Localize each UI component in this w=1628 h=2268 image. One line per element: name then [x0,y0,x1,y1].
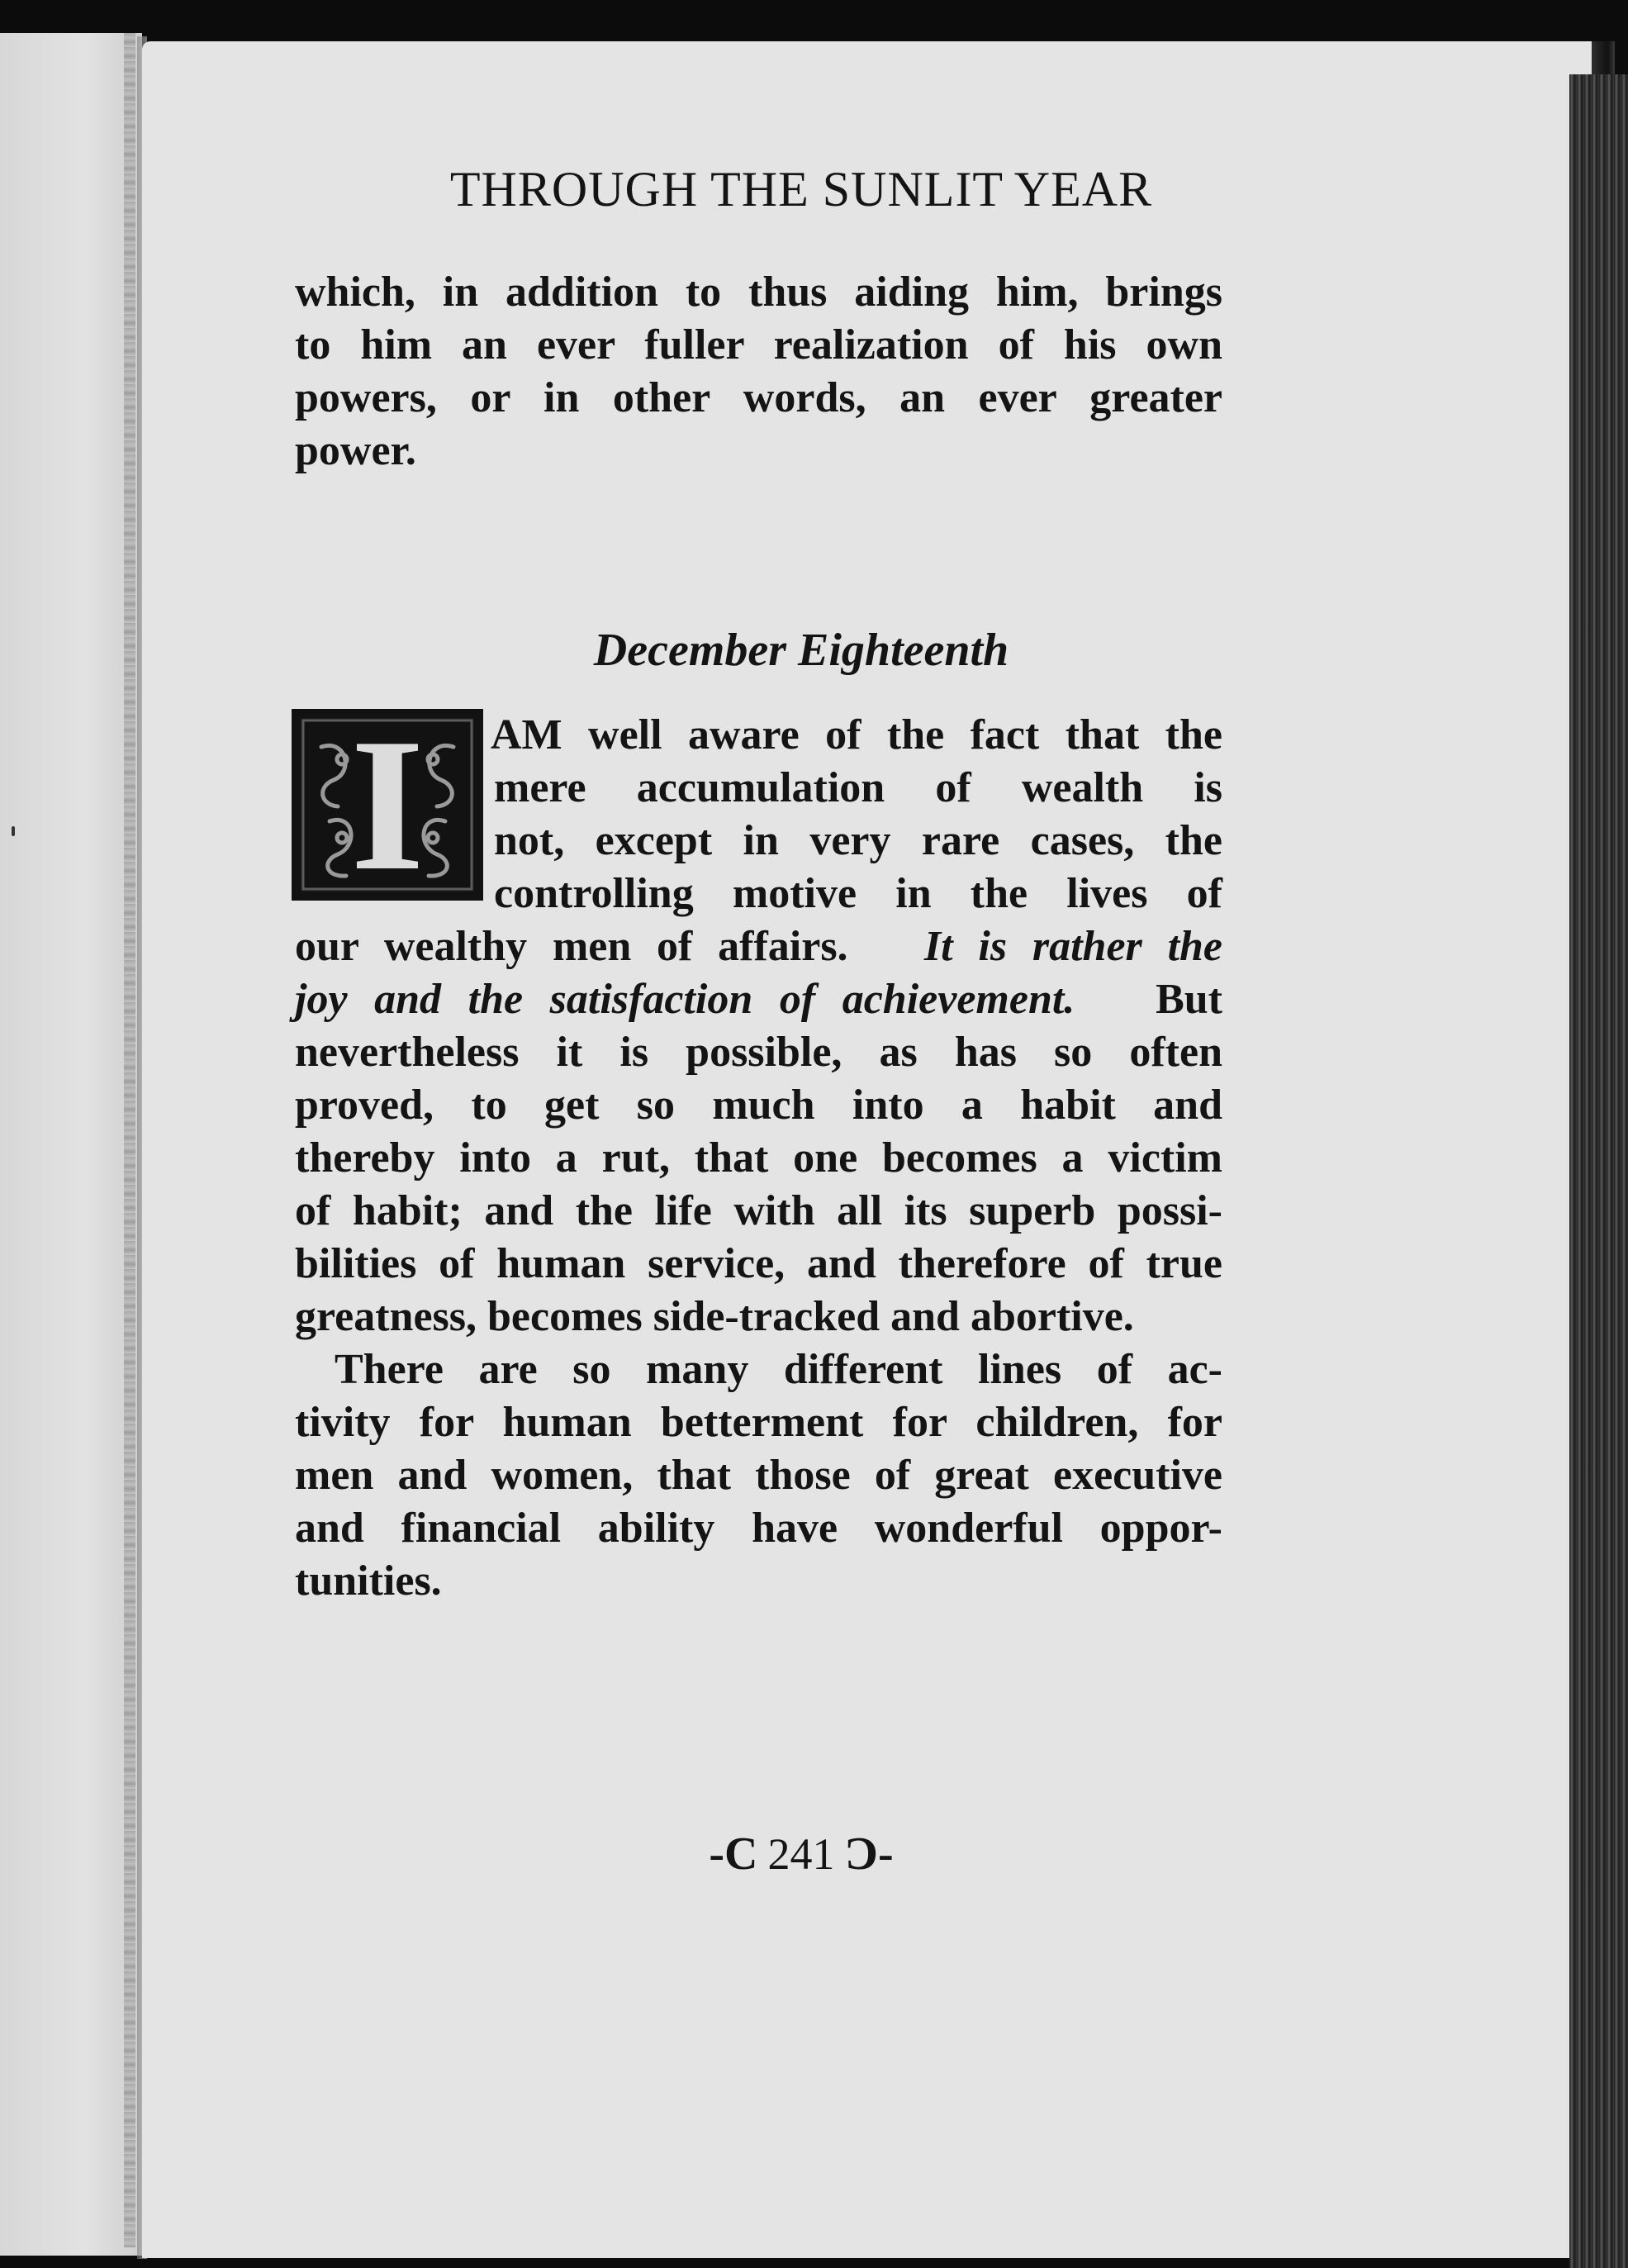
text-line [295,973,1222,1026]
text-span: But [1156,976,1222,1023]
text-line: tivity for human betterment for children, for [295,1399,1222,1446]
left-page-fragment [0,33,142,2256]
left-page-edge [124,33,135,2247]
right-ornament-icon: Ɔ- [844,1828,894,1880]
text-line: AM well aware of the fact that the [491,711,1222,758]
text-line: not, except in very rare cases, the [494,817,1222,864]
italic-emphasis: It is rather the [923,923,1223,970]
text-line: and financial ability have wonderful oppor- [295,1505,1222,1552]
text-line: powers, or in other words, an ever greater [295,374,1222,421]
text-line: thereby into a rut, that one becomes a victim [295,1134,1222,1182]
text-line: tunities. [295,1557,442,1605]
text-line: men and women, that those of great executive [295,1452,1222,1499]
text-line: greatness, becomes side-tracked and abortive. [295,1293,1134,1340]
text-line [295,920,1222,973]
text-line: of habit; and the life with all its superb possi- [295,1187,1222,1234]
text-line: to him an ever fuller realization of his own [295,321,1222,368]
left-ornament-icon: -C [709,1828,758,1880]
text-line: mere accumulation of wealth is [494,764,1222,811]
text-line: controlling motive in the lives of [494,870,1222,917]
italic-emphasis: joy and the satisfaction of achievement. [295,976,1075,1023]
margin-mark [12,826,15,836]
page-number-value: 241 [767,1829,835,1879]
drop-cap-letter: I [350,699,425,910]
text-line: proved, to get so much into a habit and [295,1082,1222,1129]
text-span: our wealthy men of affairs. [295,923,848,970]
stacked-page-edges [1569,74,1628,2268]
text-line: bilities of human service, and therefore of true [295,1240,1222,1287]
text-line: There are so many different lines of ac- [335,1346,1222,1393]
page-number [248,1828,1355,1880]
drop-cap-ornament [292,699,483,910]
section-title: December Eighteenth [593,625,1009,676]
text-line: nevertheless it is possible, as has so often [295,1029,1222,1076]
text-line: power. [295,427,416,474]
text-line: which, in addition to thus aiding him, brings [295,269,1222,316]
running-head: THROUGH THE SUNLIT YEAR [449,162,1153,216]
